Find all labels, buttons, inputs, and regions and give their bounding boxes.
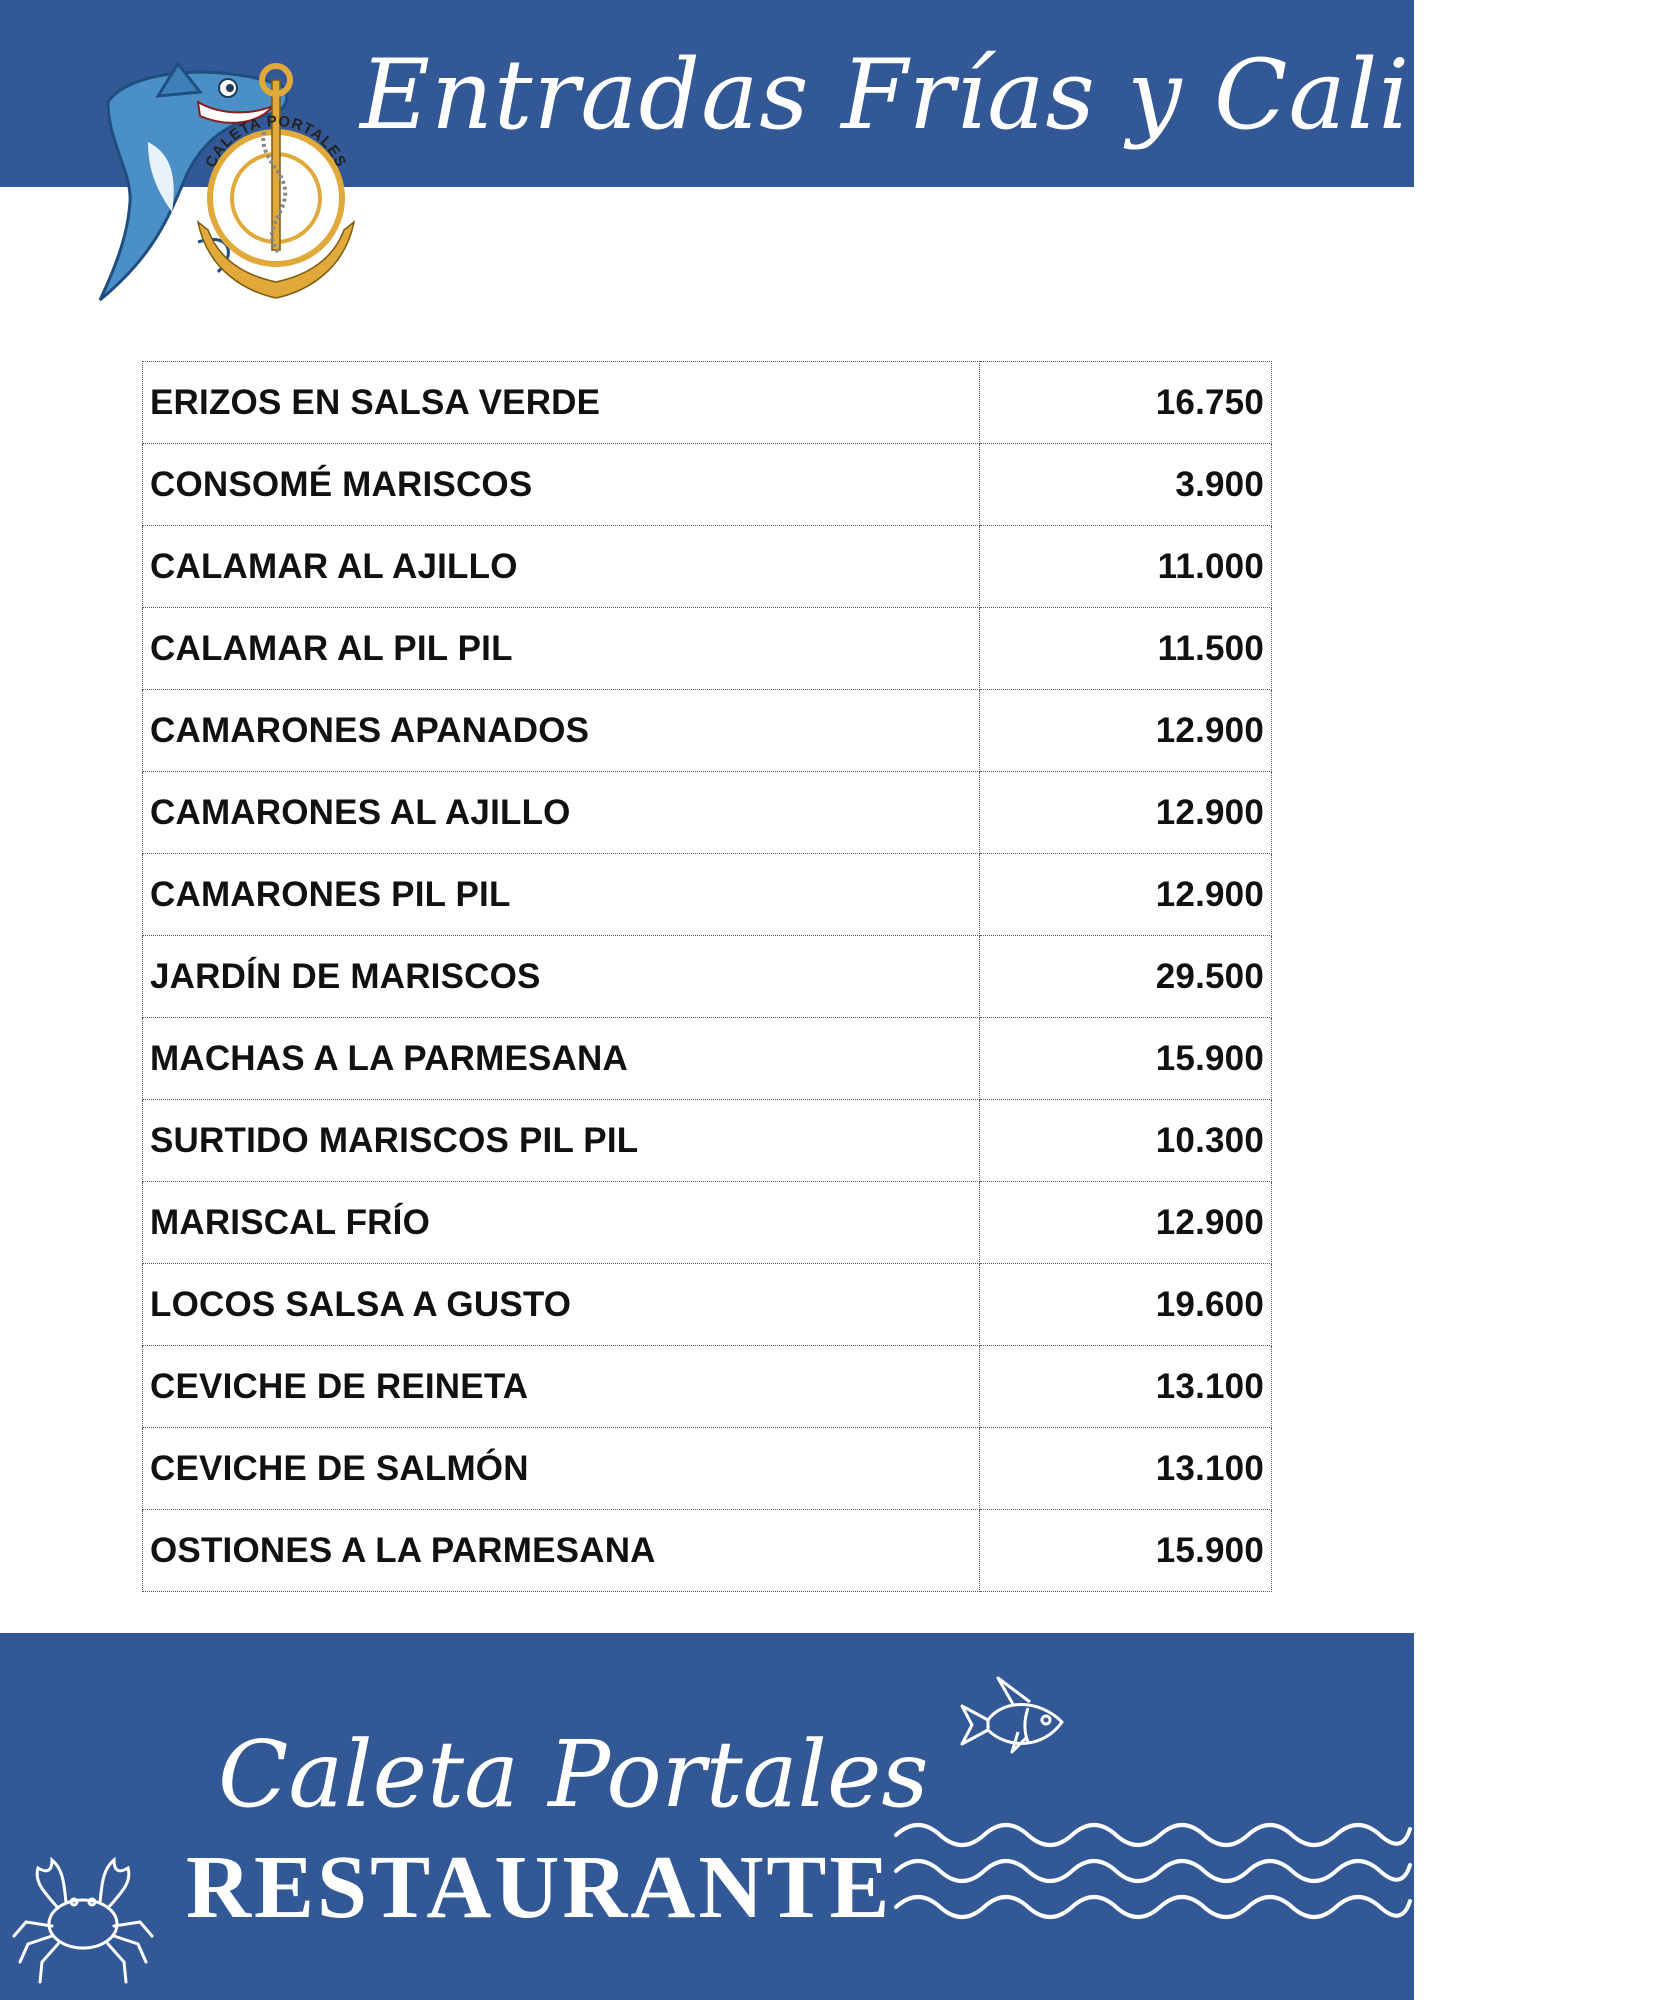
menu-row [143,362,1272,444]
menu-item-price: 13.100 [980,1428,1272,1510]
menu-item-name: LOCOS SALSA A GUSTO [143,1264,980,1346]
fish-icon [958,1672,1074,1772]
menu-row [143,1428,1272,1510]
menu-item-price: 3.900 [980,444,1272,526]
brand-script: Caleta Portales [218,1721,929,1828]
menu-item-price: 19.600 [980,1264,1272,1346]
menu-item-price: 29.500 [980,936,1272,1018]
menu-item-name: CAMARONES PIL PIL [143,854,980,936]
menu-item-name: CONSOMÉ MARISCOS [143,444,980,526]
shark-anchor-logo [88,62,378,312]
menu-row [143,936,1272,1018]
menu-item-price: 11.000 [980,526,1272,608]
menu-item-price: 12.900 [980,772,1272,854]
menu-item-name: CAMARONES APANADOS [143,690,980,772]
menu-item-price: 16.750 [980,362,1272,444]
menu-row [143,690,1272,772]
crab-icon [8,1852,158,1988]
brand-word: RESTAURANTE [186,1838,893,1937]
menu-row [143,772,1272,854]
menu-item-name: MARISCAL FRÍO [143,1182,980,1264]
menu-item-price: 12.900 [980,690,1272,772]
menu-item-price: 15.900 [980,1510,1272,1592]
waves-icon [892,1815,1414,1935]
menu-item-name: CALAMAR AL AJILLO [143,526,980,608]
menu-item-name: OSTIONES A LA PARMESANA [143,1510,980,1592]
menu-item-name: JARDÍN DE MARISCOS [143,936,980,1018]
menu-item-name: SURTIDO MARISCOS PIL PIL [143,1100,980,1182]
menu-row [143,1018,1272,1100]
menu-row [143,1510,1272,1592]
menu-item-price: 12.900 [980,854,1272,936]
menu-item-name: ERIZOS EN SALSA VERDE [143,362,980,444]
menu-row [143,1346,1272,1428]
menu-item-price: 15.900 [980,1018,1272,1100]
menu-item-price: 11.500 [980,608,1272,690]
menu-row [143,444,1272,526]
menu-item-name: CAMARONES AL AJILLO [143,772,980,854]
menu-item-price: 10.300 [980,1100,1272,1182]
menu-item-name: CEVICHE DE REINETA [143,1346,980,1428]
menu-item-name: MACHAS A LA PARMESANA [143,1018,980,1100]
menu-item-name: CALAMAR AL PIL PIL [143,608,980,690]
menu-title: Entradas Frías y Calientes [360,39,1678,151]
logo-badge-top: CALETA PORTALES [202,112,350,171]
menu-row [143,608,1272,690]
menu-table [142,361,1272,1592]
menu-row [143,1100,1272,1182]
menu-row [143,1182,1272,1264]
menu-item-price: 13.100 [980,1346,1272,1428]
menu-row [143,854,1272,936]
menu-item-name: CEVICHE DE SALMÓN [143,1428,980,1510]
menu-item-price: 12.900 [980,1182,1272,1264]
menu-row [143,526,1272,608]
menu-row [143,1264,1272,1346]
